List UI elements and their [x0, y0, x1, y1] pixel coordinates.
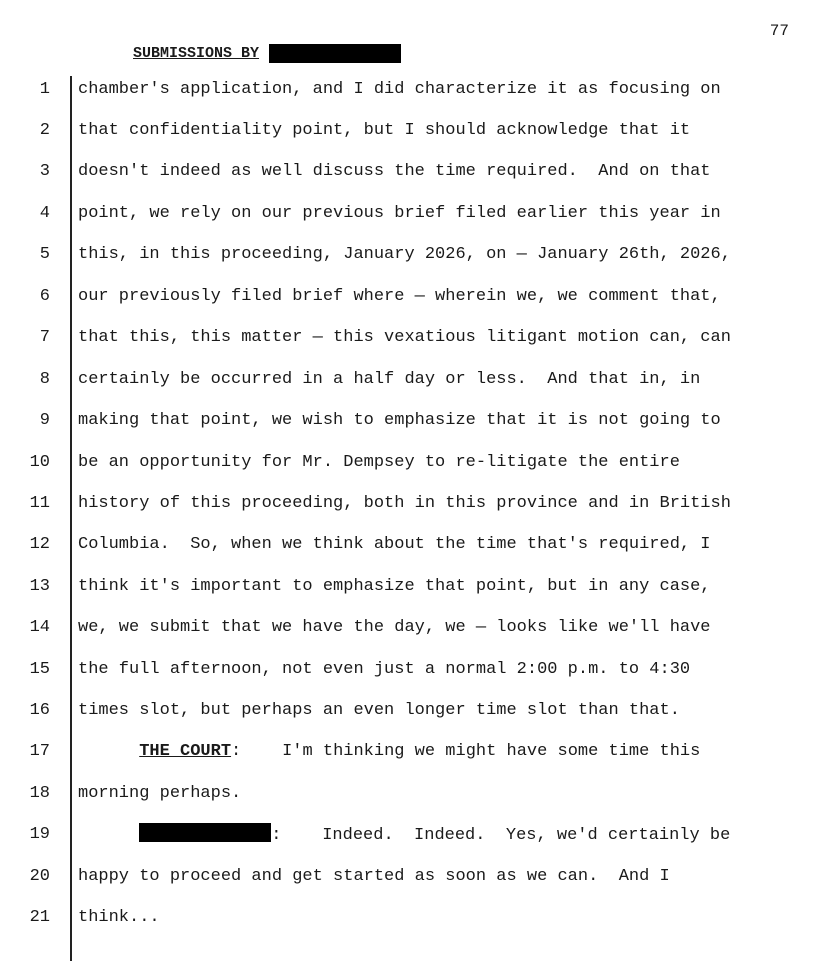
line-number: 11 [29, 494, 50, 513]
submissions-header [133, 44, 401, 63]
line-text: times slot, but perhaps an even longer time slot than that. [78, 701, 680, 720]
transcript-line [0, 823, 817, 864]
transcript-line [0, 243, 817, 284]
line-number: 18 [29, 784, 50, 803]
line-text: morning perhaps. [78, 784, 242, 803]
line-number: 15 [29, 660, 50, 679]
line-number: 2 [39, 121, 50, 140]
transcript-line [0, 575, 817, 616]
speaker-label: THE COURT [139, 742, 232, 761]
transcript-line [0, 865, 817, 906]
transcript-line [0, 78, 817, 119]
speaker-text: I'm thinking we might have some time this [282, 742, 701, 761]
line-number: 10 [29, 453, 50, 472]
page-number: 77 [769, 22, 789, 40]
transcript-line [0, 202, 817, 243]
transcript-line [0, 409, 817, 450]
transcript-line [0, 492, 817, 533]
line-number: 7 [39, 328, 50, 347]
line-number: 3 [39, 162, 50, 181]
line-text: we, we submit that we have the day, we — looks like we'll have [78, 618, 711, 637]
transcript-line [0, 285, 817, 326]
line-text: be an opportunity for Mr. Dempsey to re-litigate the entire [78, 453, 680, 472]
line-number: 14 [29, 618, 50, 637]
line-text: the full afternoon, not even just a normal 2:00 p.m. to 4:30 [78, 660, 691, 679]
line-text: Columbia. So, when we think about the time that's required, I [78, 535, 711, 554]
line-number: 20 [29, 867, 50, 886]
line-text: chamber's application, and I did characterize it as focusing on [78, 80, 721, 99]
line-number: 4 [39, 204, 50, 223]
transcript-line [0, 782, 817, 823]
transcript-line [0, 451, 817, 492]
transcript-line [0, 368, 817, 409]
line-text: think... [78, 908, 160, 927]
line-number: 17 [29, 742, 50, 761]
line-text: THE COURT: I'm thinking we might have some time this [139, 742, 701, 761]
line-number: 16 [29, 701, 50, 720]
line-number: 21 [29, 908, 50, 927]
line-text: history of this proceeding, both in this province and in British [78, 494, 731, 513]
line-text: doesn't indeed as well discuss the time required. And on that [78, 162, 711, 181]
line-text: point, we rely on our previous brief filed earlier this year in [78, 204, 721, 223]
line-text: that confidentiality point, but I should acknowledge that it [78, 121, 691, 140]
transcript-line [0, 699, 817, 740]
line-number: 19 [29, 825, 50, 844]
line-number: 6 [39, 287, 50, 306]
line-number: 8 [39, 370, 50, 389]
transcript-line [0, 326, 817, 367]
line-number: 5 [39, 245, 50, 264]
line-text: that this, this matter — this vexatious litigant motion can, can [78, 328, 731, 347]
line-text: our previously filed brief where — wherein we, we comment that, [78, 287, 721, 306]
line-number: 1 [39, 80, 50, 99]
transcript-line [0, 740, 817, 781]
header-label: SUBMISSIONS BY [133, 45, 260, 62]
transcript-line [0, 906, 817, 947]
line-number: 12 [29, 535, 50, 554]
transcript-line [0, 119, 817, 160]
line-text: happy to proceed and get started as soon as we can. And I [78, 867, 670, 886]
transcript-line [0, 658, 817, 699]
line-text: certainly be occurred in a half day or less. And that in, in [78, 370, 701, 389]
line-text: think it's important to emphasize that point, but in any case, [78, 577, 711, 596]
transcript-line [0, 160, 817, 201]
speaker-text: Indeed. Indeed. Yes, we'd certainly be [322, 826, 731, 845]
line-text: this, in this proceeding, January 2026, on — January 26th, 2026, [78, 245, 731, 264]
line-number: 13 [29, 577, 50, 596]
transcript-line [0, 533, 817, 574]
redaction-block [269, 44, 401, 63]
line-number: 9 [39, 411, 50, 430]
transcript-line [0, 616, 817, 657]
line-text: making that point, we wish to emphasize that it is not going to [78, 411, 721, 430]
line-text: : Indeed. Indeed. Yes, we'd certainly be [78, 823, 730, 848]
redacted-speaker [139, 823, 271, 842]
